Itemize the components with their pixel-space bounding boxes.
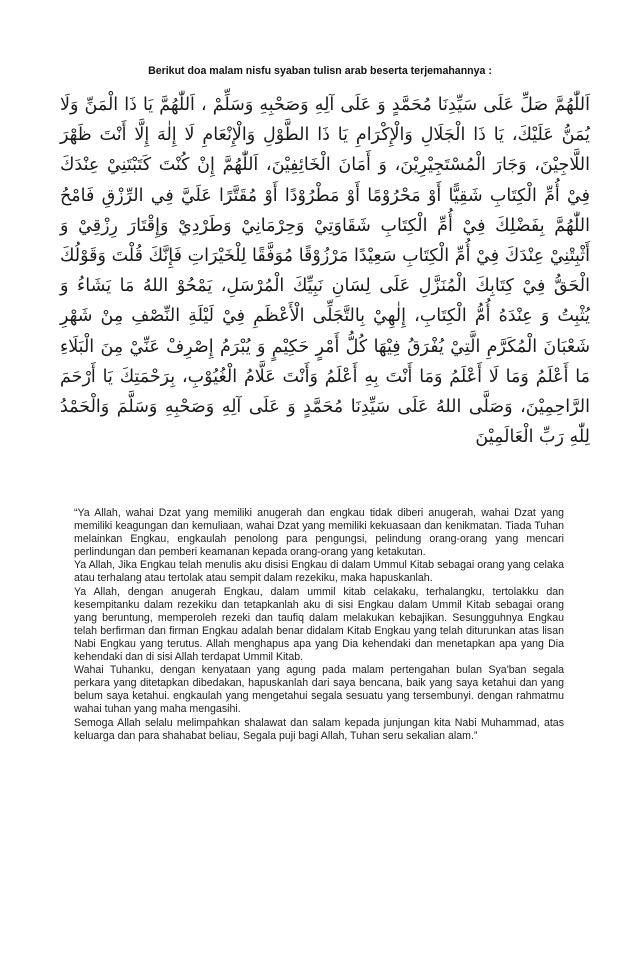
translation-paragraph: Semoga Allah selalu melimpahkan shalawat dan salam kepada junjungan kita Nabi Muhammad, atas keluarga dan para shahabat beliau, Segala puji bagi Allah, Tuhan seru sekalian alam.” [74,716,564,742]
document-heading: Berikut doa malam nisfu syaban tulisn arab beserta terjemahannya : [148,65,492,77]
translation-paragraph: Ya Allah, dengan anugerah Engkau, dalam ummil kitab celakaku, terhalangku, tertolakku dan kesempitanku dalam rezekiku dan tetapkanlah aku di sisi Engkau dalam Ummil Kitab sebagai orang yang beruntung, memperoleh rezeki dan taufiq dalam melakukan kebajikan. Sesungguhnya Engkau telah berfirman dan firman Engkau adalah benar didalam Kitab Engkau yang telah diturunkan atas lisan Nabi Engkau yang terutus. Allah menghapus apa yang Dia kehendaki dan menetapkan apa yang Dia kehendaki dan di sisi Allah terdapat Ummil Kitab. [74,585,564,664]
translation-paragraph: “Ya Allah, wahai Dzat yang memiliki anugerah dan engkau tidak diberi anugerah, wahai Dzat yang memiliki keagungan dan kemuliaan, wahai Dzat yang memiliki kekuasaan dan kenikmatan. Tiada Tuhan melainkan Engkau, engkaulah penolong para pengungsi, pelindung orang-orang yang mencari perlindungan dan pemberi keamanan kepada orang-orang yang ketakutan. [74,507,564,559]
translation-paragraph: Wahai Tuhanku, dengan kenyataan yang agung pada malam pertengahan bulan Sya'ban segala perkara yang ditetapkan dibedakan, hapuskanlah dari saya bencana, baik yang saya ketahui dan yang belum saya ketahui. engkaulah yang mengetahui segala sesuatu yang tersembunyi. dengan rahmatmu wahai tuhan yang maha mengasihi. [74,664,564,716]
translation-text [74,507,564,743]
arabic-prayer-text: اَللّٰهُمَّ صَلِّ عَلَى سَيِّدِنَا مُحَمَّدٍ وَ عَلَى آلِهِ وَصَحْبِهِ وَسَلِّمْ ، اَللّٰهُمَّ يَا ذَا الْمَنِّ وَلَا يُمَنُّ عَلَيْكَ، يَا ذَا الْجَلَالِ وَالْإِكْرَامِ يَا ذَا الطَّوْلِ وَالْإِنْعَامِ لَا إِلٰهَ إِلَّا أَنْتَ ظَهْرَ اللَّاجِيْنَ، وَجَارَ الْمُسْتَجِيْرِيْنَ، وَ أَمَانَ الْخَائِفِيْنَ، اَللّٰهُمَّ إِنْ كُنْتَ كَتَبْتَنِيْ عِنْدَكَ فِيْ أُمِّ الْكِتَابِ شَقِيًّا أَوْ مَحْرُوْمًا أَوْ مَطْرُوْدًا أَوْ مُقَتَّرًا عَلَيَّ فِي الرِّزْقِ فَامْحُ اللّٰهُمَّ بِفَضْلِكَ فِيْ أُمِّ الْكِتَابِ شَقَاوَتِيْ وَحِرْمَانِيْ وَطَرْدِيْ وَإِقْتَارَ رِزْقِيْ وَ أَثْبِتْنِيْ عِنْدَكَ فِيْ أُمِّ الْكِتَابِ سَعِيْدًا مَرْزُوْقًا مُوَفَّقًا لِلْخَيْرَاتِ فَإِنَّكَ قُلْتَ وَقَوْلُكَ الْحَقُّ فِيْ كِتَابِكَ الْمُنَزَّلِ عَلَى لِسَانِ نَبِيِّكَ الْمُرْسَلِ، يَمْحُوْ اللهُ مَا يَشَاءُ وَ يُثْبِتُ وَ عِنْدَهُ أُمُّ الْكِتَابِ، إِلٰهِيْ بِالتَّجَلِّى الْأَعْظَمِ فِيْ لَيْلَةِ النِّصْفِ مِنْ شَهْرِ شَعْبَانَ الْمُكَرَّمِ الَّتِيْ يُفْرَقُ فِيْهَا كُلُّ أَمْرٍ حَكِيْمٍ وَ يُبْرَمُ إِصْرِفْ عَنِّيْ مِنَ الْبَلَاءِ مَا أَعْلَمُ وَمَا لَا أَعْلَمُ وَمَا أَنْتَ بِهِ أَعْلَمُ وَأَنْتَ عَلَّامُ الْغُيُوْبِ، بِرَحْمَتِكَ يَا أَرْحَمَ الرَّاحِمِيْنَ، وَصَلَّى اللهُ عَلَى سَيِّدِنَا مُحَمَّدٍ وَ عَلَى آلِهِ وَصَحْبِهِ وَسَلَّمَ وَالْحَمْدُ لِلّٰهِ رَبِّ الْعَالَمِيْنَ [60,95,590,448]
translation-paragraph: Ya Allah, Jika Engkau telah menulis aku disisi Engkau di dalam Ummul Kitab sebagai orang yang celaka atau terhalang atau tertolak atau sempit dalam rezekiku, maka hapuskanlah. [74,559,564,585]
